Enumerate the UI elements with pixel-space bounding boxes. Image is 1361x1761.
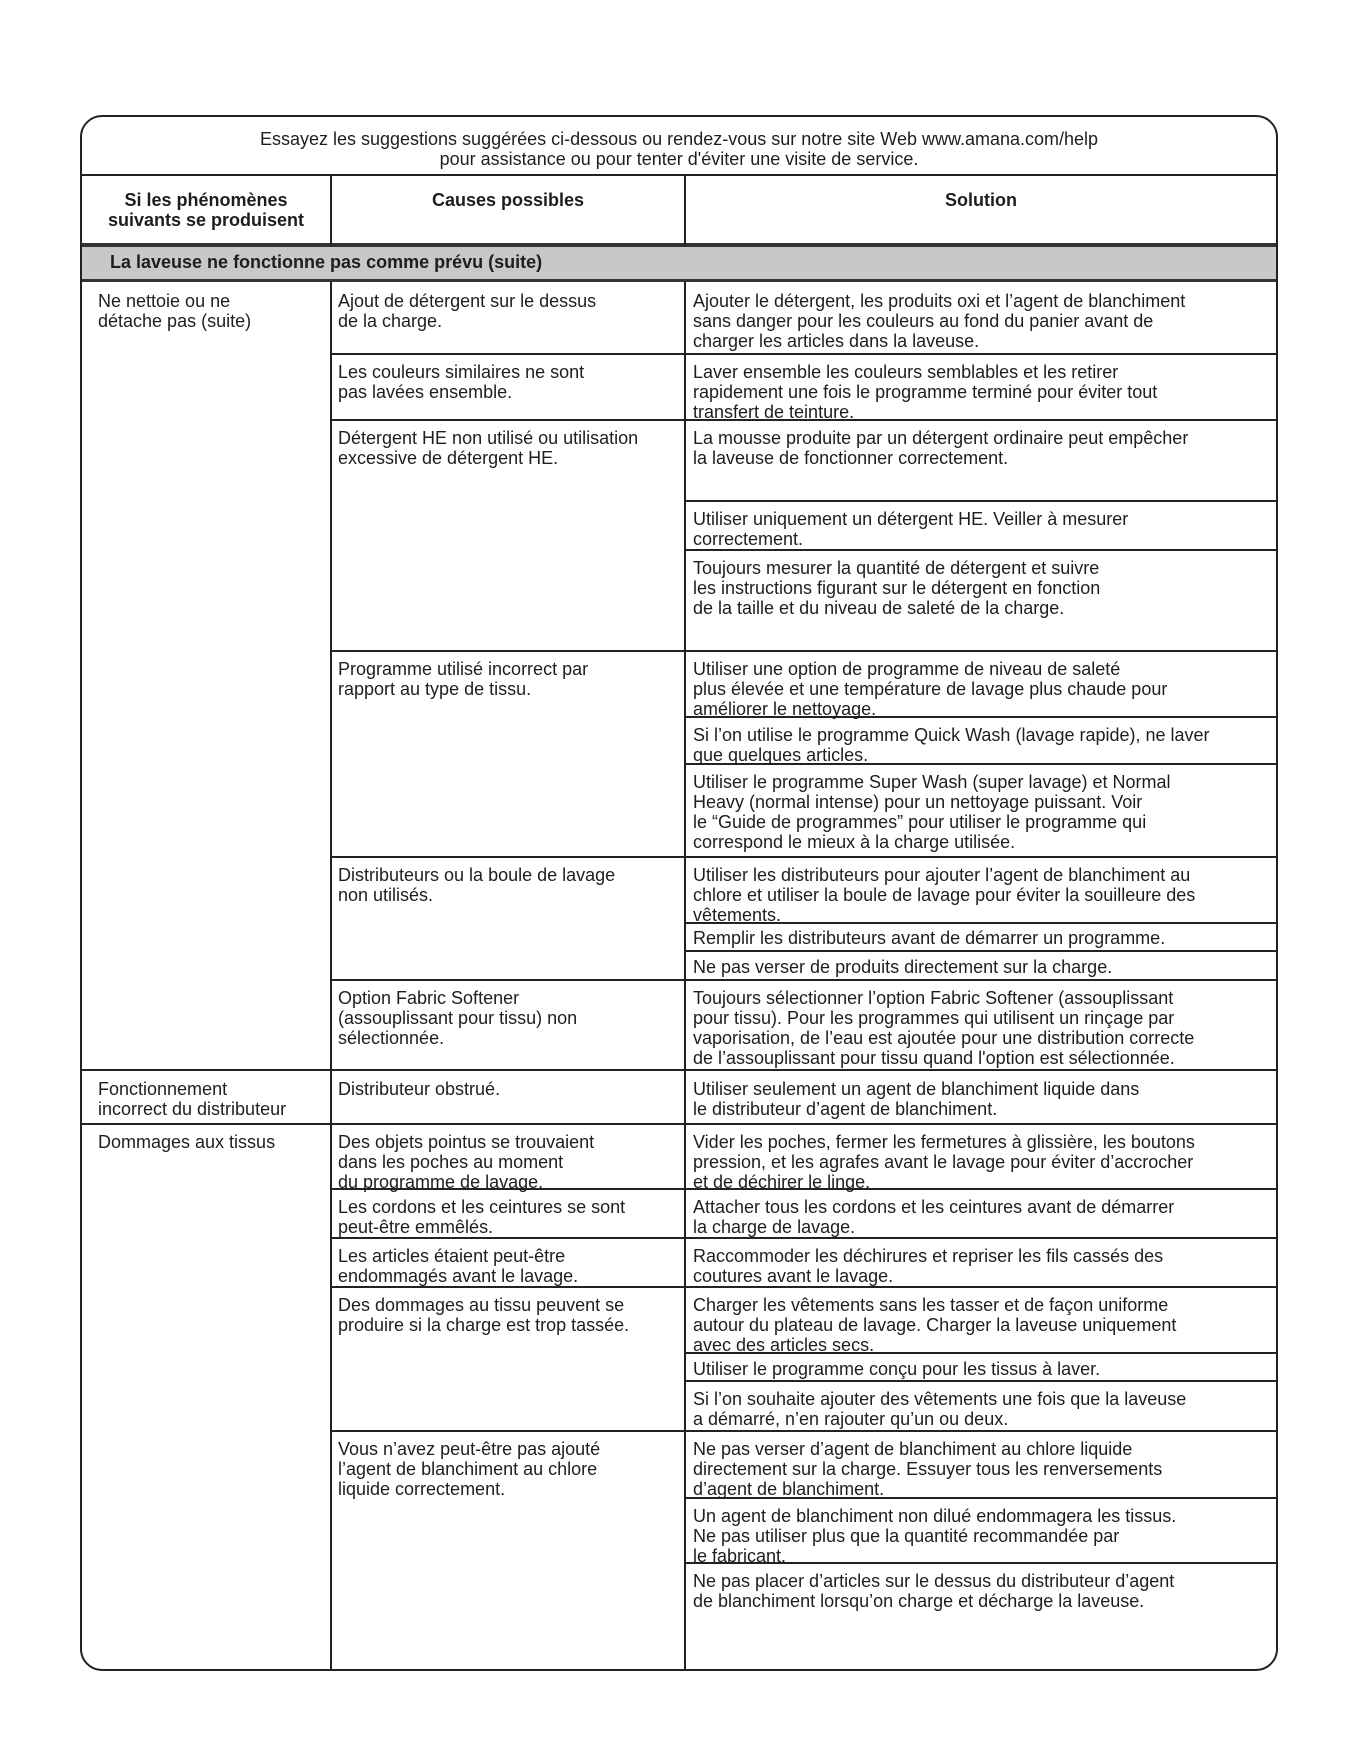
solution-cell: Raccommoder les déchirures et repriser les fils cassés des coutures avant le lavage. (693, 1246, 1164, 1286)
header-cause: Causes possibles (431, 190, 585, 210)
row-separator (684, 1380, 1278, 1382)
row-separator (330, 979, 1278, 981)
divider-v2-head (684, 176, 686, 247)
row-separator (82, 1123, 1276, 1125)
solution-cell: Remplir les distributeurs avant de démarrer un programme. (693, 928, 1166, 948)
symptom-cell: Ne nettoie ou ne détache pas (suite) (98, 291, 252, 331)
cause-cell: Distributeur obstrué. (338, 1079, 501, 1099)
solution-cell: Ajouter le détergent, les produits oxi et l’agent de blanchiment sans danger pour les couleurs au fond du panier avant de charger les articles dans la laveuse. (693, 291, 1186, 351)
row-separator (330, 353, 1278, 355)
cause-cell: Programme utilisé incorrect par rapport au type de tissu. (338, 659, 589, 699)
divider-v1-head (330, 176, 332, 247)
solution-cell: Ne pas verser d’agent de blanchiment au chlore liquide directement sur la charge. Essuyer tous les renversements d’agent de blanchiment. (693, 1439, 1163, 1499)
row-separator (330, 1430, 1278, 1432)
symptom-cell: Fonctionnement incorrect du distributeur (98, 1079, 287, 1119)
solution-cell: Utiliser uniquement un détergent HE. Veiller à mesurer correctement. (693, 509, 1129, 549)
section-title: La laveuse ne fonctionne pas comme prévu (suite) (82, 247, 1276, 282)
solution-cell: Utiliser les distributeurs pour ajouter l’agent de blanchiment au chlore et utiliser la boule de lavage pour éviter la souilleure des vêtements. (693, 865, 1196, 925)
cause-cell: Détergent HE non utilisé ou utilisation excessive de détergent HE. (338, 428, 639, 468)
cause-cell: Les articles étaient peut-être endommagés avant le lavage. (338, 1246, 579, 1286)
solution-cell: Si l’on souhaite ajouter des vêtements une fois que la laveuse a démarré, n’en rajouter qu’un ou deux. (693, 1389, 1187, 1429)
solution-cell: Utiliser une option de programme de niveau de saleté plus élevée et une température de lavage plus chaude pour améliorer le nettoyage. (693, 659, 1168, 719)
intro-text (82, 117, 1276, 176)
solution-cell: Utiliser le programme Super Wash (super lavage) et Normal Heavy (normal intense) pour un nettoyage puissant. Voir le “Guide de programmes” pour utiliser le programme qui correspond le mieux à la charge utilisée. (693, 772, 1171, 852)
cause-cell: Les couleurs similaires ne sont pas lavées ensemble. (338, 362, 585, 402)
row-separator (330, 1237, 1278, 1239)
column-headers (82, 176, 1276, 247)
cause-cell: Distributeurs ou la boule de lavage non utilisés. (338, 865, 616, 905)
solution-cell: Utiliser seulement un agent de blanchiment liquide dans le distributeur d’agent de blanchiment. (693, 1079, 1140, 1119)
divider-v1 (330, 282, 332, 1671)
symptom-cell: Dommages aux tissus (98, 1132, 276, 1152)
solution-cell: Ne pas placer d’articles sur le dessus du distributeur d’agent de blanchiment lorsqu’on charge et décharge la laveuse. (693, 1571, 1175, 1611)
row-separator (330, 1286, 1278, 1288)
solution-cell: Laver ensemble les couleurs semblables et les retirer rapidement une fois le programme terminé pour éviter tout transfert de teinture. (693, 362, 1158, 422)
header-solution: Solution (945, 190, 1017, 210)
solution-cell: Toujours mesurer la quantité de détergent et suivre les instructions figurant sur le détergent en fonction de la taille et du niveau de saleté de la charge. (693, 558, 1101, 618)
intro-line-1: Essayez les suggestions suggérées ci-dessous ou rendez-vous sur notre site Web www.amana.com/help (259, 129, 1099, 149)
intro-line-2: pour assistance ou pour tenter d'éviter une visite de service. (439, 149, 919, 169)
cause-cell: Des objets pointus se trouvaient dans les poches au moment du programme de lavage. (338, 1132, 595, 1192)
solution-cell: Charger les vêtements sans les tasser et de façon uniforme autour du plateau de lavage. Charger la laveuse uniquement avec des articles secs. (693, 1295, 1177, 1355)
row-separator (684, 500, 1278, 502)
solution-cell: Toujours sélectionner l’option Fabric Softener (assouplissant pour tissu). Pour les programmes qui utilisent un rinçage par vaporisation, de l’eau est ajoutée pour une distribution correcte de l’assouplissant pour tissu quand l'option est sélectionnée. (693, 988, 1195, 1068)
cause-cell: Les cordons et les ceintures se sont peut-être emmêlés. (338, 1197, 626, 1237)
cause-cell: Option Fabric Softener (assouplissant pour tissu) non sélectionnée. (338, 988, 578, 1048)
solution-cell: Ne pas verser de produits directement sur la charge. (693, 957, 1113, 977)
solution-cell: Vider les poches, fermer les fermetures à glissière, les boutons pression, et les agrafes avant le lavage pour éviter d’accrocher et de déchirer le linge. (693, 1132, 1195, 1192)
row-separator (684, 950, 1278, 952)
header-symptom: Si les phénomènes suivants se produisent (107, 190, 305, 230)
row-separator (330, 650, 1278, 652)
cause-cell: Ajout de détergent sur le dessus de la charge. (338, 291, 597, 331)
row-separator (330, 856, 1278, 858)
row-separator (82, 1069, 1276, 1071)
cause-cell: Vous n’avez peut-être pas ajouté l’agent de blanchiment au chlore liquide correctement. (338, 1439, 601, 1499)
solution-cell: Un agent de blanchiment non dilué endommagera les tissus. Ne pas utiliser plus que la quantité recommandée par le fabricant. (693, 1506, 1177, 1566)
row-separator (684, 549, 1278, 551)
cause-cell: Des dommages au tissu peuvent se produire si la charge est trop tassée. (338, 1295, 630, 1335)
solution-cell: La mousse produite par un détergent ordinaire peut empêcher la laveuse de fonctionner correctement. (693, 428, 1189, 468)
solution-cell: Attacher tous les cordons et les ceintures avant de démarrer la charge de lavage. (693, 1197, 1175, 1237)
solution-cell: Utiliser le programme conçu pour les tissus à laver. (693, 1359, 1101, 1379)
troubleshooting-table (80, 115, 1278, 1671)
solution-cell: Si l’on utilise le programme Quick Wash (lavage rapide), ne laver que quelques articles. (693, 725, 1210, 765)
